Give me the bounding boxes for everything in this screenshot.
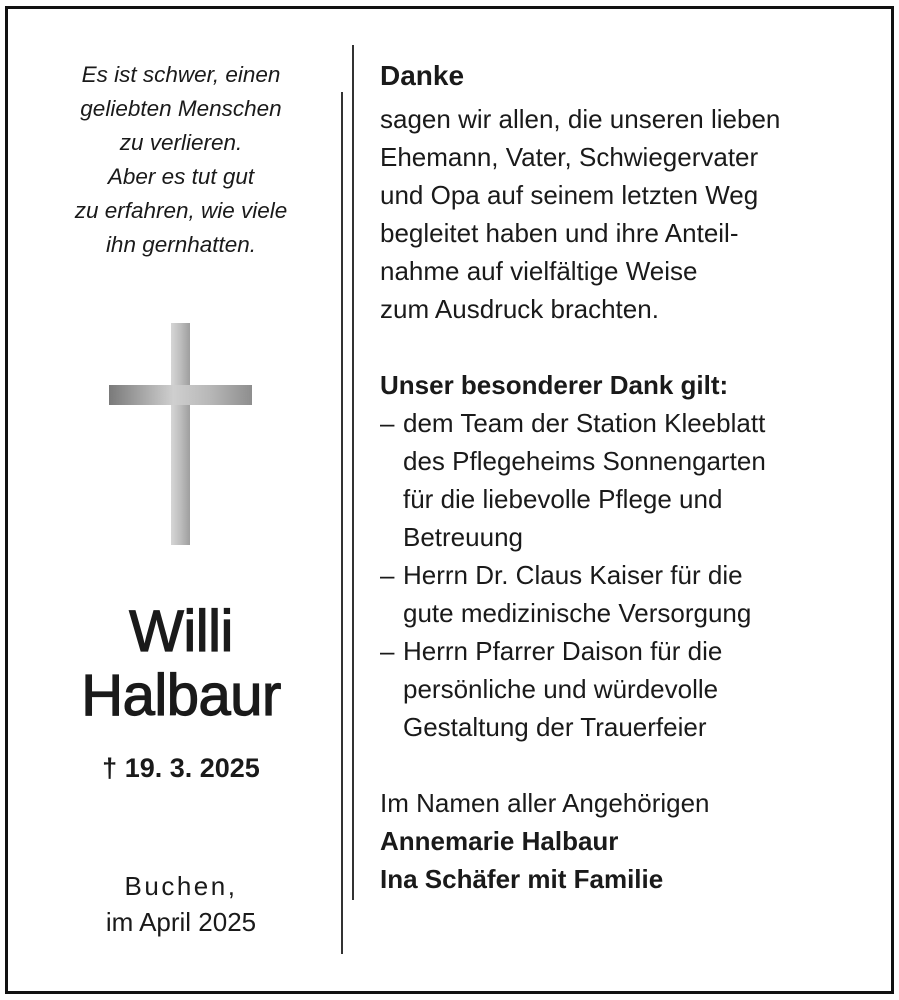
thanks-item-line: persönliche und würdevolle xyxy=(403,674,719,704)
special-thanks-heading: Unser besonderer Dank gilt: xyxy=(380,370,729,400)
notice-date: im April 2025 xyxy=(105,907,257,937)
thanks-item-line: des Pflegeheims Sonnengarten xyxy=(403,446,766,476)
place-and-date xyxy=(20,868,342,940)
dash-bullet: – xyxy=(380,560,395,590)
thanks-body-line: zum Ausdruck brachten. xyxy=(380,294,659,324)
latin-cross-icon xyxy=(109,323,252,545)
quote-line: Aber es tut gut xyxy=(107,164,255,189)
thanks-text xyxy=(380,56,880,898)
closing-line: Im Namen aller Angehörigen xyxy=(380,788,710,818)
spacer xyxy=(380,746,880,784)
thanks-list-item xyxy=(380,556,880,632)
thanks-heading: Danke xyxy=(380,60,465,91)
quote-line: zu verlieren. xyxy=(119,130,243,155)
thanks-list-item xyxy=(380,404,880,556)
thanks-item-line: dem Team der Station Kleeblatt xyxy=(403,408,766,438)
deceased-first-name: Willi xyxy=(129,599,233,664)
death-date: † 19. 3. 2025 xyxy=(102,753,260,783)
signature-block xyxy=(380,822,880,898)
thanks-body-line: sagen wir allen, die unseren lieben xyxy=(380,104,781,134)
dash-bullet: – xyxy=(380,636,395,666)
thanks-item-line: Herrn Pfarrer Daison für die xyxy=(403,636,723,666)
thanks-body-line: nahme auf vielfältige Weise xyxy=(380,256,698,286)
cross-vertical-beam xyxy=(171,323,190,545)
thanks-item-line: für die liebevolle Pflege und xyxy=(403,484,723,514)
signature-name: Annemarie Halbaur xyxy=(380,826,619,856)
deceased-name xyxy=(20,600,342,728)
thanks-list-item xyxy=(380,632,880,746)
place-city: Buchen, xyxy=(124,871,238,901)
deceased-last-name: Halbaur xyxy=(81,663,281,728)
quote-line: ihn gernhatten. xyxy=(105,232,257,257)
spacer xyxy=(380,328,880,366)
thanks-body-line: begleitet haben und ihre Anteil- xyxy=(380,218,739,248)
signature-name: Ina Schäfer mit Familie xyxy=(380,864,664,894)
quote-line: geliebten Menschen xyxy=(80,96,282,121)
cross-horizontal-beam xyxy=(109,385,252,405)
quote-line: Es ist schwer, einen xyxy=(81,62,281,87)
memorial-quote xyxy=(20,58,342,262)
thanks-item-line: gute medizinische Versorgung xyxy=(403,598,752,628)
column-divider-upper xyxy=(352,45,354,900)
dash-bullet: – xyxy=(380,408,395,438)
quote-line: zu erfahren, wie viele xyxy=(74,198,288,223)
thanks-item-line: Herrn Dr. Claus Kaiser für die xyxy=(403,560,743,590)
thanks-item-line: Gestaltung der Trauerfeier xyxy=(403,712,707,742)
thanks-body-line: und Opa auf seinem letzten Weg xyxy=(380,180,759,210)
thanks-item-line: Betreuung xyxy=(403,522,523,552)
thanks-body-line: Ehemann, Vater, Schwiegervater xyxy=(380,142,759,172)
